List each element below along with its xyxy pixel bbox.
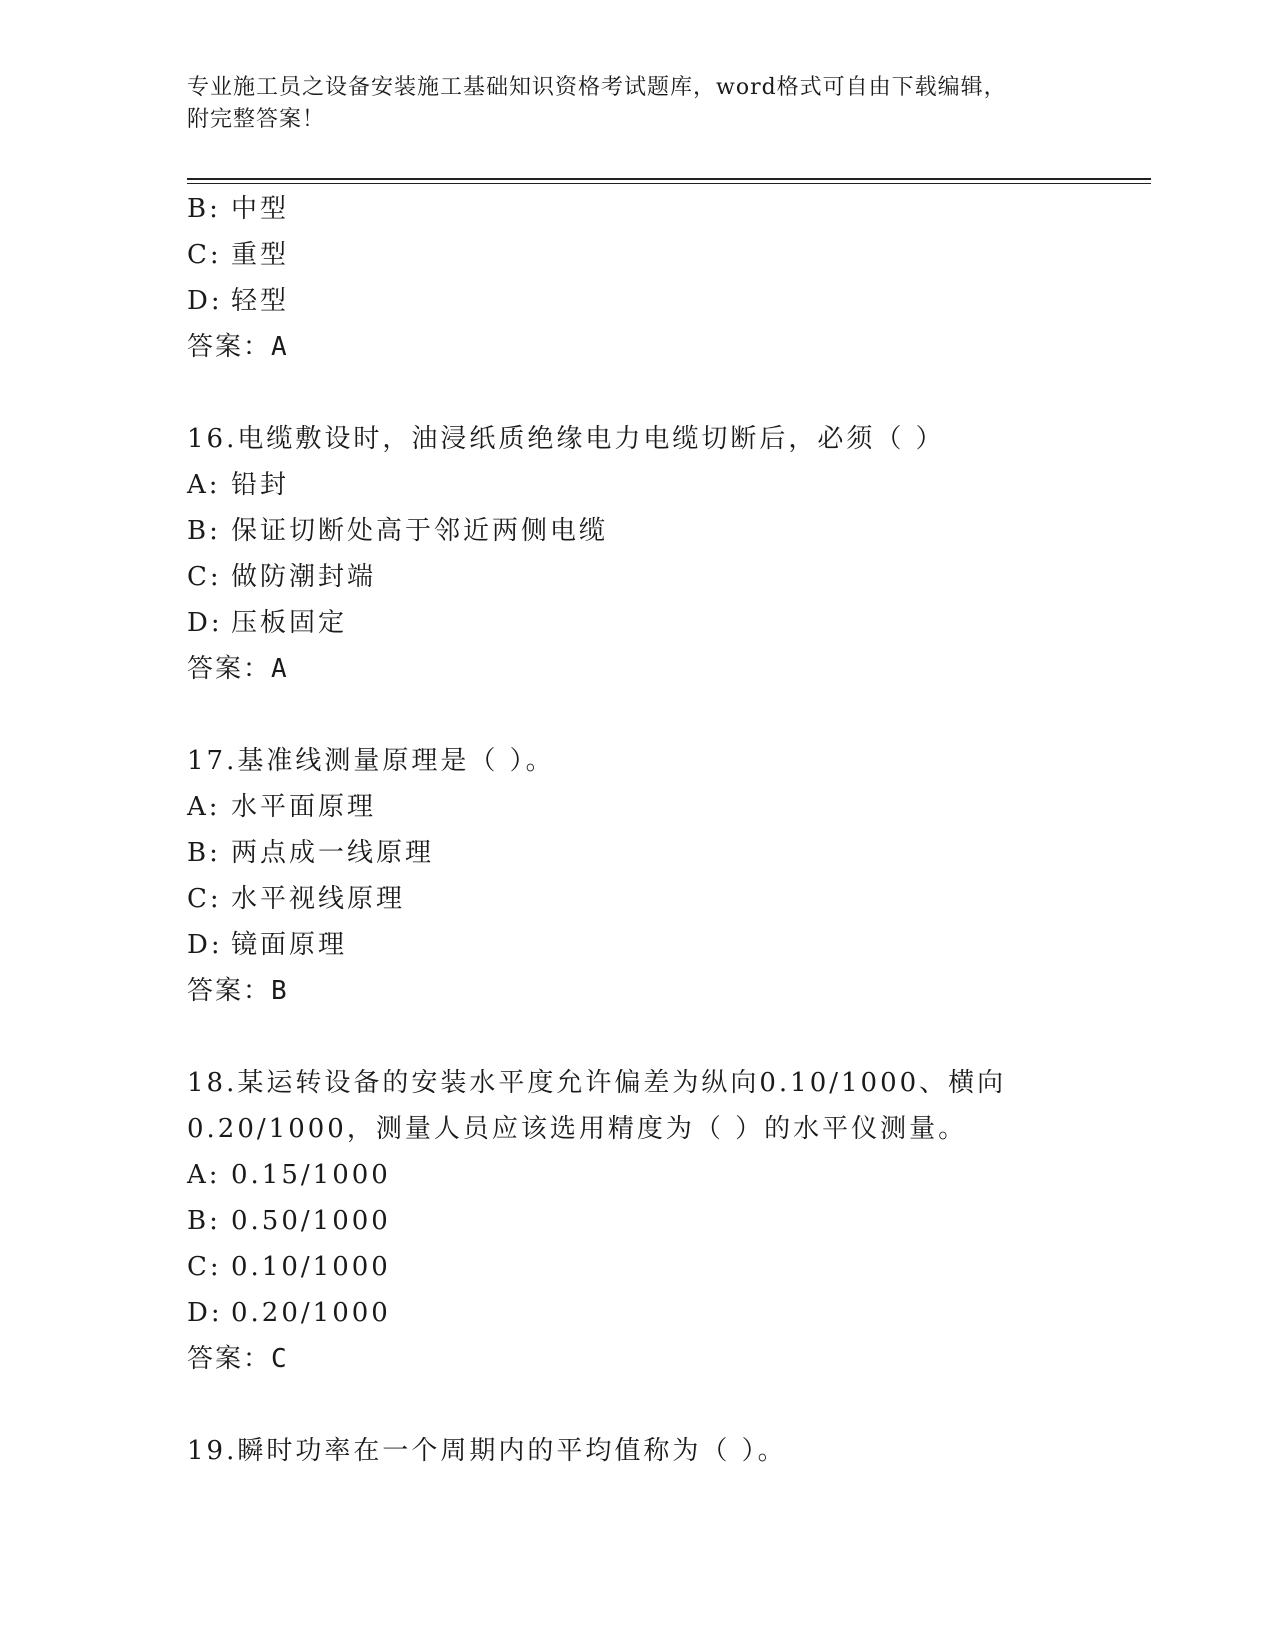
header-divider-thick: [187, 178, 1151, 180]
answer-label: 答案：: [187, 332, 272, 362]
question-text: 17.基准线测量原理是（ ）。: [187, 746, 555, 776]
question-15-tail: [187, 186, 1147, 370]
question-list: [187, 186, 1147, 1474]
document-header: [187, 72, 1087, 136]
answer-value: B: [271, 976, 289, 1006]
question-text: 16.电缆敷设时，油浸纸质绝缘电力电缆切断后，必须（ ）: [187, 424, 945, 454]
option-b: B: 两点成一线原理: [187, 838, 435, 868]
answer-value: A: [271, 654, 289, 684]
option-d: D: 压板固定: [187, 608, 348, 638]
header-divider-thin: [187, 183, 1151, 184]
option-a: A: 0.15/1000: [187, 1160, 391, 1190]
option-b: B: 0.50/1000: [187, 1206, 391, 1236]
option-c: C: 0.10/1000: [187, 1252, 391, 1282]
answer-line: [187, 968, 1147, 1014]
answer-value: C: [271, 1344, 289, 1374]
option-c: C: 做防潮封端: [187, 562, 377, 592]
question-18: [187, 1060, 1147, 1382]
question-17: [187, 738, 1147, 1014]
answer-line: [187, 646, 1147, 692]
answer-label: 答案：: [187, 976, 272, 1006]
option-c: C: 重型: [187, 240, 290, 270]
option-d: D: 镜面原理: [187, 930, 348, 960]
header-line-1: 专业施工员之设备安装施工基础知识资格考试题库，word格式可自由下载编辑，: [187, 75, 1007, 100]
option-d: D: 0.20/1000: [187, 1298, 391, 1328]
answer-label: 答案：: [187, 654, 272, 684]
header-line-2: 附完整答案！: [187, 107, 326, 132]
option-b: B: 中型: [187, 194, 290, 224]
question-16: [187, 416, 1147, 692]
option-c: C: 水平视线原理: [187, 884, 406, 914]
question-text-line-1: 18.某运转设备的安装水平度允许偏差为纵向0.10/1000、横向: [187, 1068, 1007, 1098]
question-text: 19.瞬时功率在一个周期内的平均值称为（ ）。: [187, 1436, 787, 1466]
question-text-line-2: 0.20/1000，测量人员应该选用精度为（ ）的水平仪测量。: [187, 1114, 968, 1144]
option-d: D: 轻型: [187, 286, 290, 316]
option-b: B: 保证切断处高于邻近两侧电缆: [187, 516, 609, 546]
answer-value: A: [271, 332, 289, 362]
answer-line: [187, 324, 1147, 370]
answer-label: 答案：: [187, 1344, 272, 1374]
option-a: A: 铅封: [187, 470, 290, 500]
question-19: [187, 1428, 1147, 1474]
option-a: A: 水平面原理: [187, 792, 377, 822]
answer-line: [187, 1336, 1147, 1382]
